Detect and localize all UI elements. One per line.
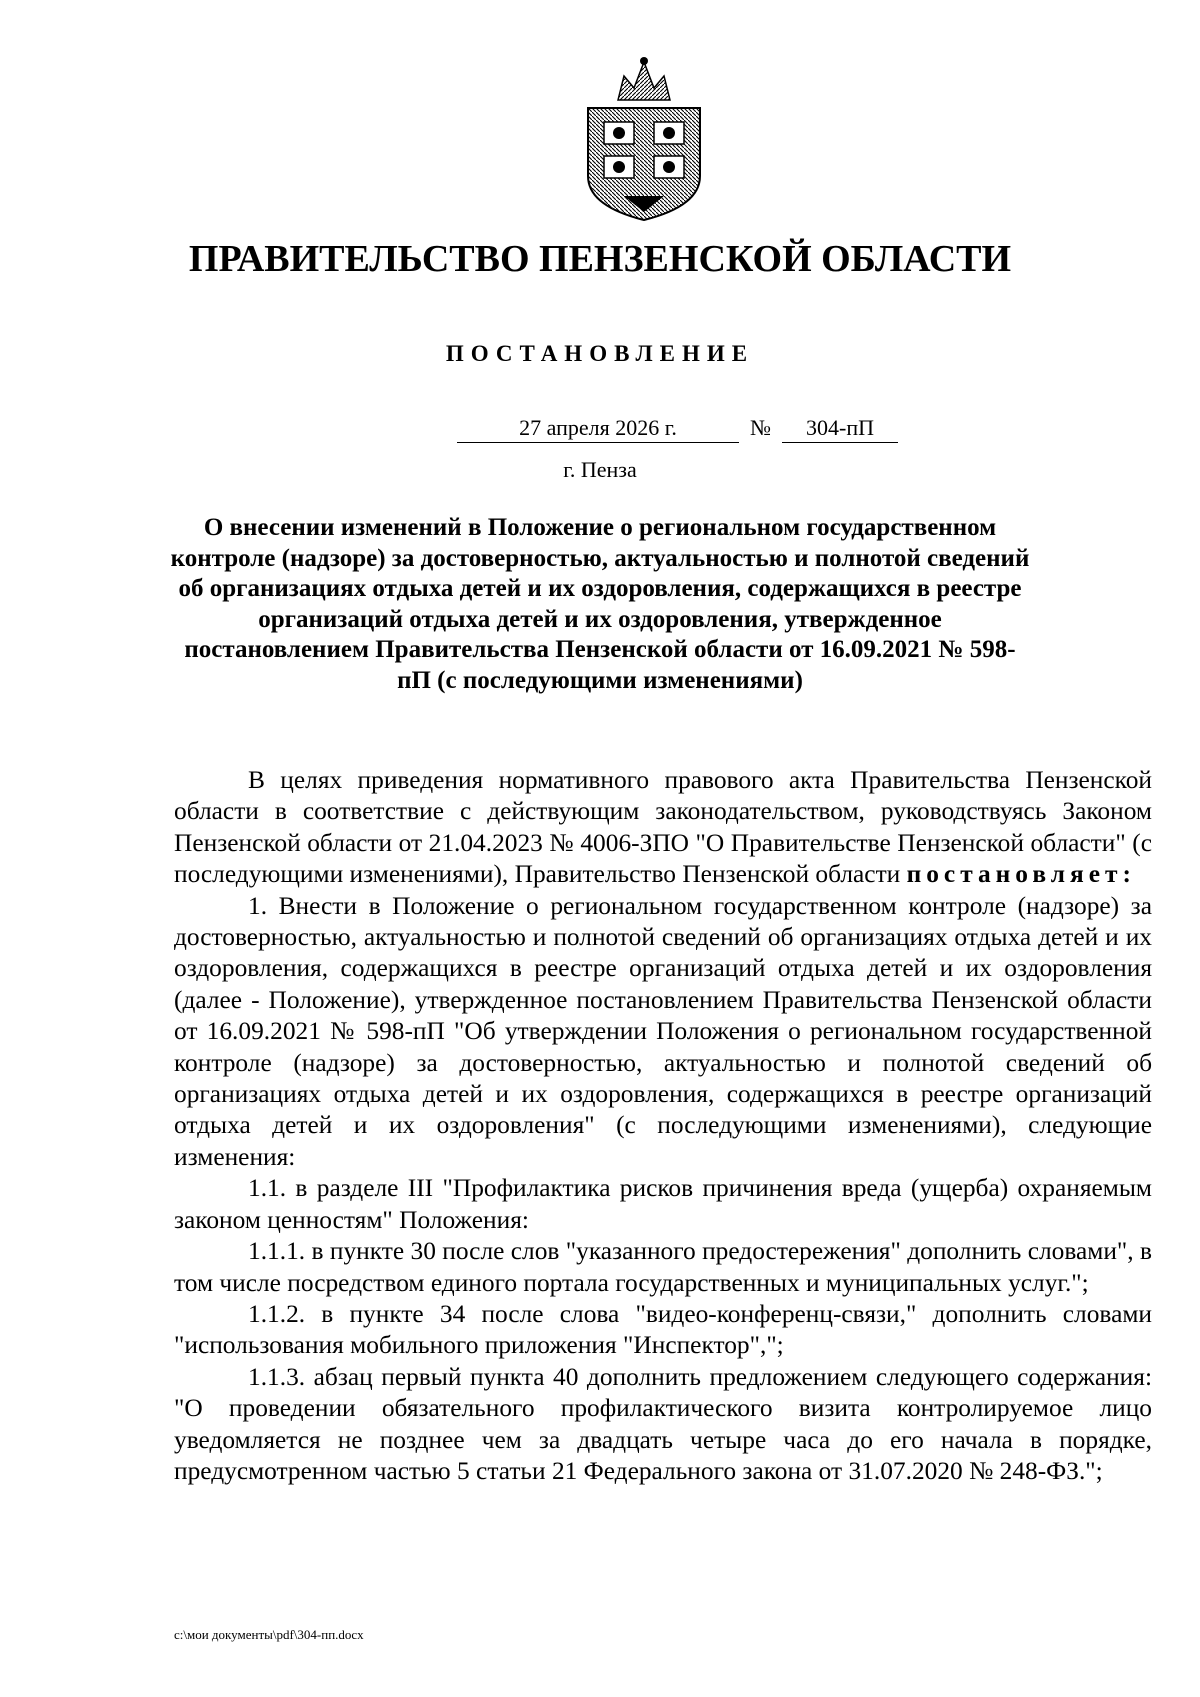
preamble-text: В целях приведения нормативного правового акта Правительства Пензенской области в соответствие с действующим законодательством, руководствуясь Законом Пензенской области от 21.04.2023 № 4006-ЗПО "О Правительстве Пензенской области" (с последующими изменениями), Правительство Пензенской области: [174, 766, 1152, 889]
file-path-footer: c:\мои документы\pdf\304-пп.docx: [174, 1627, 364, 1642]
paragraph-1-1-1: 1.1.1. в пункте 30 после слов "указанного предостережения" дополнить словами", в том числе посредством единого портала государственных и муниципальных услуг.";: [174, 1237, 1152, 1297]
document-number: 304-пП: [782, 414, 898, 443]
city: г. Пенза: [563, 457, 637, 482]
resolves-word: постановляет:: [906, 860, 1136, 889]
document-body: [174, 765, 1152, 1487]
paragraph-1: 1. Внести в Положение о региональном государственном контроле (надзоре) за достоверностью, актуальностью и полнотой сведений об организациях отдыха детей и их оздоровления, содержащихся в реестре организаций отдыха детей и их оздоровления (далее - Положение), утвержденное постановлением Правительства Пензенской области от 16.09.2021 № 598-пП "Об утверждении Положения о региональном государственной контроле (надзоре) за достоверностью, актуальностью и полнотой сведений об организациях отдыха детей и их оздоровления, содержащихся в реестре организаций отдыха детей и их оздоровления" (с последующими изменениями), следующие изменения:: [174, 891, 1152, 1171]
emblem-icon: [568, 56, 720, 224]
paragraph-preamble: [174, 765, 1152, 891]
document-type: ПОСТАНОВЛЕНИЕ: [445, 341, 755, 366]
paragraph-1-1-3: 1.1.3. абзац первый пункта 40 дополнить предложением следующего содержания: "О проведении обязательного профилактического визита контролируемое лицо уведомляется не позднее чем за двадцать четыре часа до его начала в порядке, предусмотренном частью 5 статьи 21 Федерального закона от 31.07.2020 № 248-ФЗ.";: [174, 1362, 1152, 1485]
document-date: 27 апреля 2026 г.: [457, 414, 739, 443]
paragraph-1-1-2: 1.1.2. в пункте 34 после слова "видео-конференц-связи," дополнить словами "использования мобильного приложения "Инспектор",";: [174, 1299, 1152, 1360]
paragraph-1-1: 1.1. в разделе III "Профилактика рисков причинения вреда (ущерба) охраняемым законом ценностям" Положения:: [174, 1174, 1152, 1234]
government-title: ПРАВИТЕЛЬСТВО ПЕНЗЕНСКОЙ ОБЛАСТИ: [188, 238, 1012, 280]
document-subject: О внесении изменений в Положение о региональном государственном контроле (надзоре) за достоверностью, актуальностью и полнотой сведений об организациях отдыха детей и их оздоровления, содержащихся в реестре организаций отдыха детей и их оздоровления, утвержденное постановлением Правительства Пензенской области от 16.09.2021 № 598-пП (с последующими изменениями): [170, 514, 1030, 694]
number-sign: №: [750, 415, 771, 440]
coat-of-arms-emblem: [568, 56, 720, 224]
